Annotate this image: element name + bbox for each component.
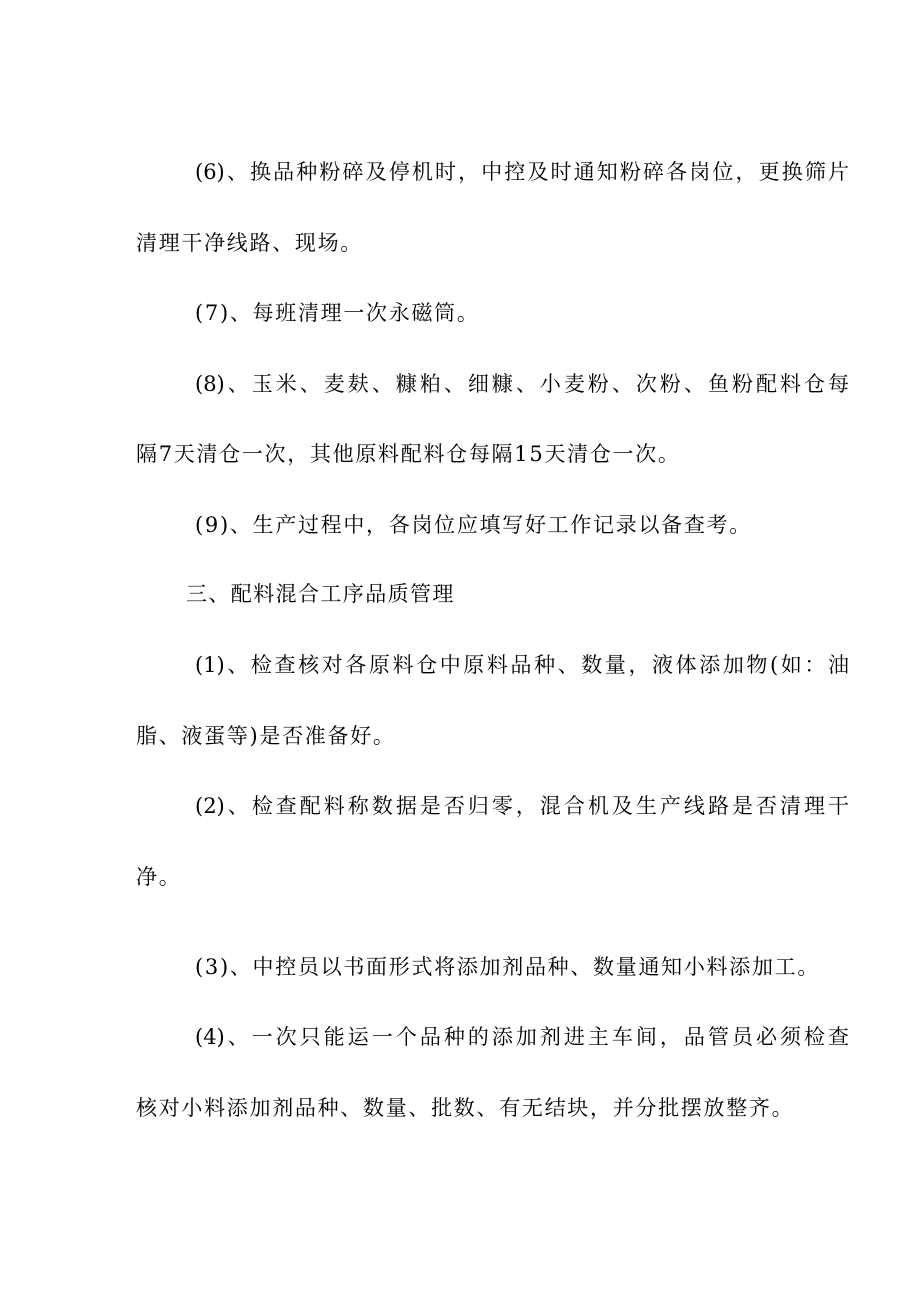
paragraph-4-line-2: 核对小料添加剂品种、数量、批数、有无结块，并分批摆放整齐。 bbox=[136, 1096, 795, 1120]
paragraph-8-line-1: (8)、玉米、麦麸、糠粕、细糠、小麦粉、次粉、鱼粉配料仓每 bbox=[195, 372, 849, 396]
paragraph-1-line-2: 脂、液蛋等)是否准备好。 bbox=[136, 724, 396, 748]
paragraph-7: (7)、每班清理一次永磁筒。 bbox=[195, 301, 480, 325]
paragraph-9: (9)、生产过程中，各岗位应填写好工作记录以备查考。 bbox=[195, 513, 752, 537]
paragraph-1-line-1: (1)、检查核对各原料仓中原料品种、数量，液体添加物(如：油 bbox=[195, 653, 849, 677]
paragraph-2-line-1: (2)、检查配料称数据是否归零，混合机及生产线路是否清理干 bbox=[195, 794, 849, 818]
paragraph-4-line-1: (4)、一次只能运一个品种的添加剂进主车间，品管员必须检查 bbox=[195, 1025, 849, 1049]
paragraph-6-line-1: (6)、换品种粉碎及停机时，中控及时通知粉碎各岗位，更换筛片 bbox=[195, 160, 849, 184]
paragraph-2-line-2: 净。 bbox=[136, 865, 182, 889]
paragraph-3: (3)、中控员以书面形式将添加剂品种、数量通知小料添加工。 bbox=[195, 955, 821, 979]
section-heading: 三、配料混合工序品质管理 bbox=[186, 582, 455, 606]
paragraph-8-line-2: 隔7天清仓一次，其他原料配料仓每隔15天清仓一次。 bbox=[136, 442, 681, 466]
paragraph-6-line-2: 清理干净线路、现场。 bbox=[136, 231, 363, 255]
